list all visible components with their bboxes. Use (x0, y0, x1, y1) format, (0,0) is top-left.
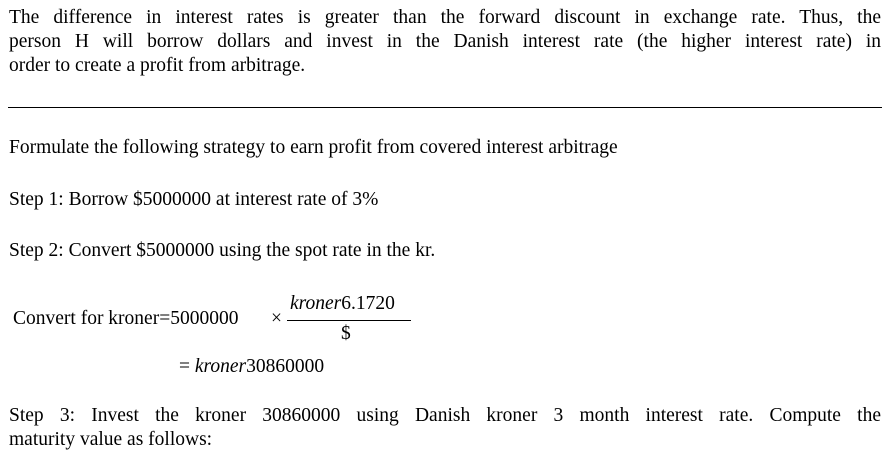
result-equals: = (179, 356, 190, 377)
intro-paragraph (9, 6, 881, 78)
multiply-sign: × (271, 308, 282, 329)
equation-label: Convert for kroner=5000000 (13, 308, 239, 329)
result-variable: kroner (194, 356, 247, 377)
intro-line-2: person H will borrow dollars and invest in the Danish interest rate (the higher interest rate) in (9, 31, 881, 52)
equation-result (179, 355, 324, 379)
fraction-denominator: $ (341, 323, 351, 344)
section-divider (8, 107, 882, 108)
step-2: Step 2: Convert $5000000 using the spot rate in the kr. (9, 240, 436, 261)
strategy-heading: Formulate the following strategy to earn profit from covered interest arbitrage (9, 137, 618, 158)
step-3-line-2: maturity value as follows: (9, 429, 213, 450)
fraction-bar (287, 320, 411, 321)
numerator-variable: kroner (290, 293, 342, 314)
intro-line-3: order to create a profit from arbitrage. (9, 55, 306, 76)
numerator-value: 6.1720 (341, 293, 395, 314)
intro-line-1: The difference in interest rates is greater than the forward discount in exchange rate. Thus, the (9, 7, 881, 28)
step-3-paragraph (9, 404, 881, 452)
result-value: 30860000 (246, 356, 325, 377)
step-3-line-1: Step 3: Invest the kroner 30860000 using Danish kroner 3 month interest rate. Compute the (9, 405, 881, 426)
fraction-numerator (290, 293, 395, 315)
step-1: Step 1: Borrow $5000000 at interest rate of 3% (9, 189, 379, 210)
